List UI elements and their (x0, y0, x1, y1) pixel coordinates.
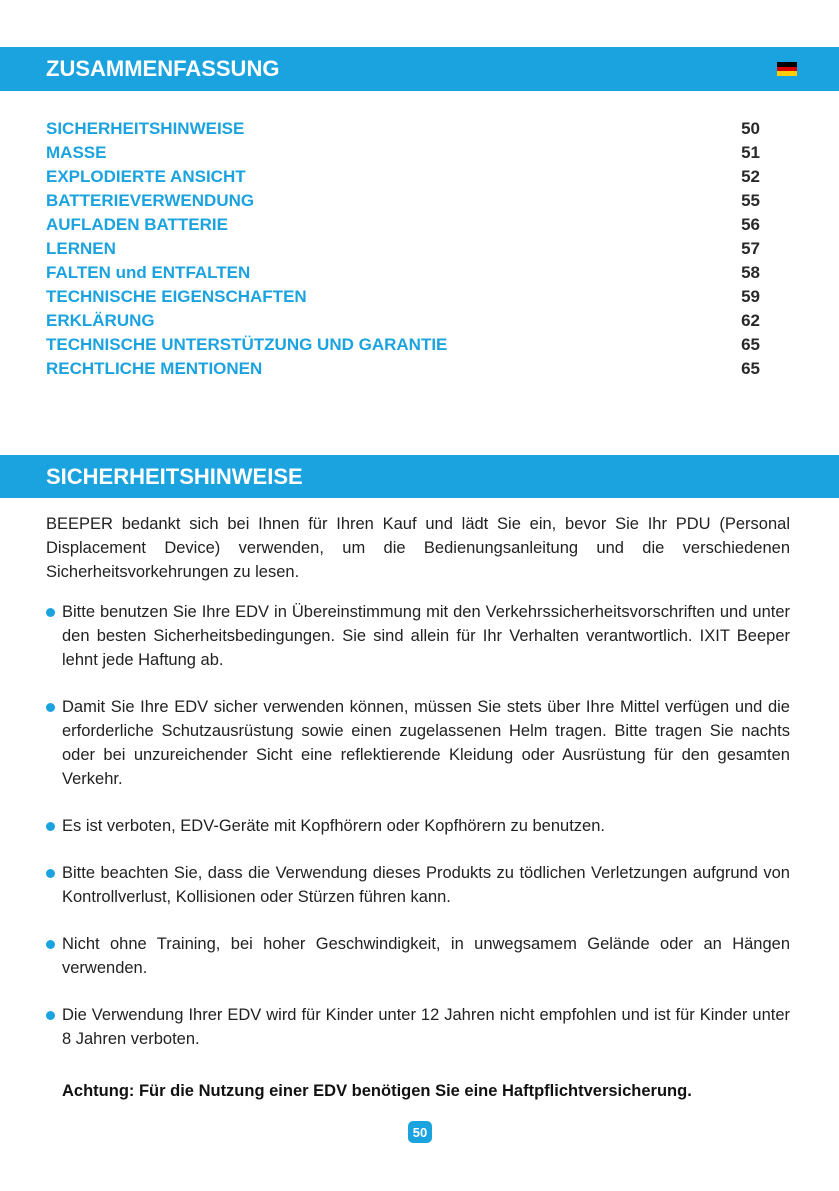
toc-entry-title: MASSE (46, 143, 107, 162)
bullet-dot-icon (46, 869, 55, 878)
toc-entry[interactable] (46, 261, 760, 285)
toc-entry-page: 62 (741, 311, 760, 330)
safety-header (0, 455, 839, 498)
bullet-dot-icon (46, 940, 55, 949)
bullet-dot-icon (46, 703, 55, 712)
safety-bullet-text: Bitte beachten Sie, dass die Verwendung dieses Produkts zu tödlichen Verletzungen aufgrund von Kontrollverlust, Kollisionen oder Stürzen führen kann. (62, 864, 790, 906)
summary-title: ZUSAMMENFASSUNG (46, 56, 280, 81)
toc-entry[interactable] (46, 237, 760, 261)
safety-bullet (46, 695, 790, 791)
bullet-dot-icon (46, 822, 55, 831)
safety-title: SICHERHEITSHINWEISE (46, 463, 303, 489)
toc-entry[interactable] (46, 141, 760, 165)
toc-entry-page: 65 (741, 335, 760, 354)
toc-entry-title: AUFLADEN BATTERIE (46, 215, 228, 234)
safety-bullet-text: Damit Sie Ihre EDV sicher verwenden können, müssen Sie stets über Ihre Mittel verfügen und die erforderliche Schutzausrüstung sowie einen zugelassenen Helm tragen. Bitte tragen Sie nachts oder bei unzureichender Sicht eine reflektierende Kleidung oder Ausrüstung für den gesamten Verkehr. (62, 698, 790, 788)
toc-entry[interactable] (46, 357, 760, 381)
safety-bullet-text: Es ist verboten, EDV-Geräte mit Kopfhörern oder Kopfhörern zu benutzen. (62, 817, 605, 835)
toc-entry-title: FALTEN und ENTFALTEN (46, 263, 251, 282)
toc-entry-page: 51 (741, 143, 760, 162)
table-of-contents (46, 117, 760, 381)
bullet-dot-icon (46, 1011, 55, 1020)
toc-entry-page: 65 (741, 359, 760, 378)
toc-entry-page: 52 (741, 167, 760, 186)
toc-entry-title: LERNEN (46, 239, 116, 258)
summary-header (0, 47, 839, 91)
safety-bullet-list (46, 600, 790, 1074)
toc-entry[interactable] (46, 309, 760, 333)
toc-entry-title: SICHERHEITSHINWEISE (46, 119, 245, 138)
toc-entry-title: TECHNISCHE UNTERSTÜTZUNG UND GARANTIE (46, 335, 448, 354)
toc-entry-page: 56 (741, 215, 760, 234)
toc-entry-page: 55 (741, 191, 760, 210)
toc-entry-title: BATTERIEVERWENDUNG (46, 191, 255, 210)
toc-entry[interactable] (46, 285, 760, 309)
toc-entry-title: RECHTLICHE MENTIONEN (46, 359, 263, 378)
toc-entry[interactable] (46, 117, 760, 141)
toc-entry-title: EXPLODIERTE ANSICHT (46, 167, 246, 186)
german-flag-icon (777, 62, 797, 76)
toc-entry-page: 58 (741, 263, 760, 282)
safety-bullet (46, 600, 790, 672)
bullet-dot-icon (46, 608, 55, 617)
safety-bullet (46, 1003, 790, 1051)
safety-bullet-text: Bitte benutzen Sie Ihre EDV in Übereinstimmung mit den Verkehrssicherheitsvorschriften und unter den besten Sicherheitsbedingungen. Sie sind allein für Ihr Verhalten verantwortlich. IXIT Beeper lehnt jede Haftung ab. (62, 603, 790, 669)
toc-entry-title: TECHNISCHE EIGENSCHAFTEN (46, 287, 307, 306)
toc-entry-page: 57 (741, 239, 760, 258)
toc-entry-title: ERKLÄRUNG (46, 311, 155, 330)
safety-intro: BEEPER bedankt sich bei Ihnen für Ihren Kauf und lädt Sie ein, bevor Sie Ihr PDU (Personal Displacement Device) verwenden, um die Bedienungsanleitung und die verschiedenen Sicherheitsvorkehrungen zu lesen. (46, 515, 790, 581)
toc-entry[interactable] (46, 333, 760, 357)
page-number: 50 (408, 1121, 432, 1143)
toc-entry[interactable] (46, 213, 760, 237)
safety-bullet-text: Nicht ohne Training, bei hoher Geschwindigkeit, in unwegsamem Gelände oder an Hängen verwenden. (62, 935, 790, 977)
safety-bullet (46, 861, 790, 909)
toc-entry-page: 59 (741, 287, 760, 306)
insurance-warning: Achtung: Für die Nutzung einer EDV benötigen Sie eine Haftpflichtversicherung. (62, 1082, 692, 1100)
safety-bullet-text: Die Verwendung Ihrer EDV wird für Kinder unter 12 Jahren nicht empfohlen und ist für Kinder unter 8 Jahren verboten. (62, 1006, 790, 1048)
toc-entry-page: 50 (741, 119, 760, 138)
toc-entry[interactable] (46, 189, 760, 213)
toc-entry[interactable] (46, 165, 760, 189)
safety-bullet (46, 932, 790, 980)
safety-bullet (46, 814, 790, 838)
